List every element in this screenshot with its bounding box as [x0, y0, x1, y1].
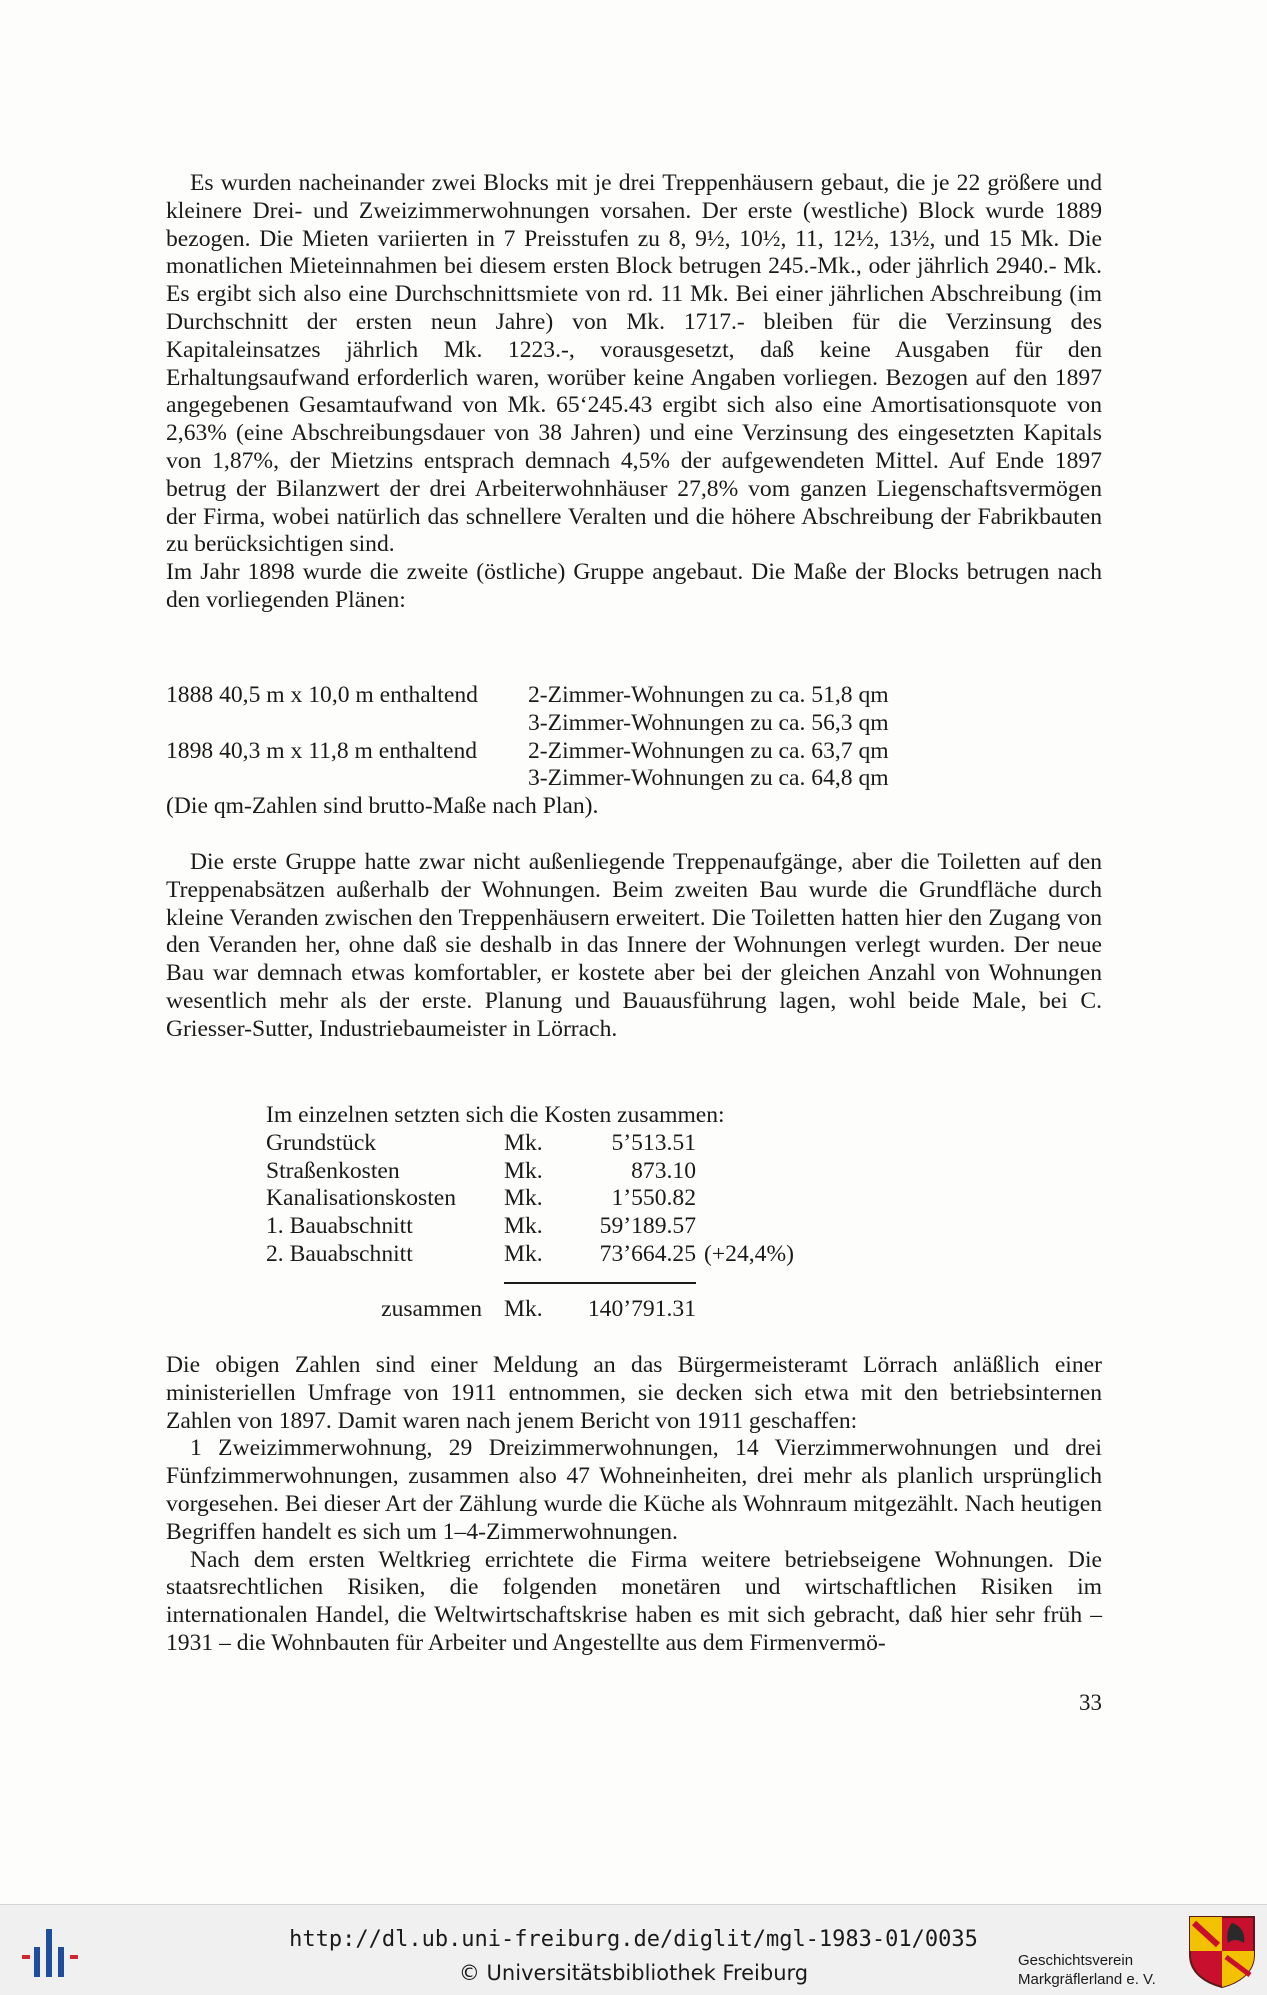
cost-label: 1. Bauabschnitt — [266, 1213, 413, 1240]
block-dimensions-list — [166, 682, 1102, 821]
cost-label: Straßenkosten — [266, 1157, 400, 1184]
cost-total-currency: Mk. — [504, 1296, 543, 1322]
dimension-apartment: 3-Zimmer-Wohnungen zu ca. 64,8 qm — [528, 765, 889, 792]
cost-total-amount: 140’791.31 — [587, 1296, 696, 1322]
dimension-apartment: 2-Zimmer-Wohnungen zu ca. 63,7 qm — [528, 737, 889, 764]
cost-increase-percent: (+24,4%) — [704, 1240, 794, 1267]
society-name — [1018, 1951, 1156, 1989]
dimension-row — [166, 738, 1102, 766]
sum-divider — [504, 1282, 696, 1284]
cost-label: Grundstück — [266, 1129, 377, 1156]
society-name-line: Geschichtsverein — [1018, 1952, 1134, 1969]
dimension-block: 1888 40,5 m x 10,0 m enthaltend — [166, 682, 478, 708]
dimension-apartment: 3-Zimmer-Wohnungen zu ca. 56,3 qm — [528, 709, 889, 736]
cost-amount: 73’664.25 — [599, 1240, 696, 1267]
coat-of-arms-icon — [1188, 1915, 1256, 1989]
dimension-note: (Die qm-Zahlen sind brutto-Maße nach Plan). — [166, 793, 599, 820]
cost-heading-text: Im einzelnen setzten sich die Kosten zusammen: — [266, 1102, 725, 1128]
cost-amount: 59’189.57 — [599, 1213, 696, 1240]
society-name-line: Markgräflerland e. V. — [1018, 1971, 1156, 1988]
cost-amount: 873.10 — [631, 1157, 696, 1184]
cost-label: Kanalisationskosten — [266, 1185, 457, 1212]
dimension-block: 1898 40,3 m x 11,8 m enthaltend — [166, 737, 478, 764]
paragraph-text: Es wurden nacheinander zwei Blocks mit je drei Treppenhäusern gebaut, die je 22 größere und kleinere Drei- und Zweizimmerwohnungen vorsahen. Der erste (westliche) Block wurde 1889 bezogen. Die Mieten variierten in 7 Preisstufen zu 8, 9½, 10½, 11, 12½, 13½, und 15 Mk. Die monatlichen Mieteinnahmen bei diesem ersten Block betrugen 245.-Mk., oder jährlich 2940.- Mk. Es ergibt sich also eine Durchschnittsmiete von rd. 11 Mk. Bei einer jährlichen Abschreibung (im Durchschnitt der ersten neun Jahre) von Mk. 1717.- bleiben für die Verzinsung des Kapitaleinsatzes jährlich Mk. 1223.-, vorausgesetzt, daß keine Ausgaben für den Erhaltungsaufwand erforderlich waren, worüber keine Angaben vorliegen. Bezogen auf den 1897 angegebenen Gesamtaufwand von Mk. 65‘245.43 ergibt sich also eine Amortisationsquote von 2,63% (eine Abschreibungsdauer von 38 Jahren) und eine Verzinsung des eingesetzten Kapitals von 1,87%, der Mietzins entsprach demnach 4,5% der aufgewendeten Mittel. Auf Ende 1897 betrug der Bilanzwert der drei Arbeiterwohnhäuser 27,8% vom ganzen Liegenschaftsvermögen der Firma, wobei natürlich das schnellere Veralten und die höhere Abschreibung der Fabrikbauten zu berücksichtigen sind. — [166, 170, 1102, 558]
paragraph-text: Im Jahr 1898 wurde die zweite (östliche) Gruppe angebaut. Die Maße der Blocks betrugen nach den vorliegenden Plänen: — [166, 559, 1102, 613]
cost-currency: Mk. — [504, 1157, 543, 1184]
permalink-url[interactable]: http://dl.ub.uni-freiburg.de/diglit/mgl-1983-01/0035 — [289, 1927, 978, 1952]
cost-amount: 1’550.82 — [611, 1185, 696, 1212]
cost-currency: Mk. — [504, 1185, 543, 1212]
paragraph-construction — [166, 849, 1102, 1044]
cost-amount: 5’513.51 — [611, 1129, 696, 1156]
paragraph-rents — [166, 170, 1102, 615]
cost-label: 2. Bauabschnitt — [266, 1240, 413, 1267]
cost-currency: Mk. — [504, 1213, 543, 1240]
dimension-row — [166, 682, 1102, 710]
paragraph-survey — [166, 1352, 1102, 1658]
cost-currency: Mk. — [504, 1240, 543, 1267]
cost-total-label: zusammen — [381, 1296, 482, 1322]
dimension-note-row — [166, 793, 1102, 821]
viewer-footer — [0, 1904, 1267, 1995]
cost-currency: Mk. — [504, 1129, 543, 1156]
dimension-apartment: 2-Zimmer-Wohnungen zu ca. 51,8 qm — [528, 682, 889, 708]
paragraph-text: 1 Zweizimmerwohnung, 29 Dreizimmerwohnungen, 14 Vierzimmerwohnungen und drei Fünfzimmerwohnungen, zusammen also 47 Wohneinheiten, drei mehr als planlich ursprünglich vorgesehen. Bei dieser Art der Zählung wurde die Küche als Wohnraum mitgezählt. Nach heutigen Begriffen handelt es sich um 1–4-Zimmerwohnungen. — [166, 1435, 1102, 1545]
dimension-row — [166, 710, 1102, 738]
dimension-row — [166, 765, 1102, 793]
paragraph-text: Nach dem ersten Weltkrieg errichtete die Firma weitere betriebseigene Wohnungen. Die staatsrechtlichen Risiken, die folgenden monetären und wirtschaftlichen Risiken im internationalen Handel, die Weltwirtschaftskrise haben es mit sich gebracht, daß hier sehr früh – 1931 – die Wohnbauten für Arbeiter und Angestellte aus dem Firmenvermö- — [166, 1546, 1102, 1656]
page-number: 33 — [1079, 1690, 1102, 1715]
paragraph-text: Die obigen Zahlen sind einer Meldung an das Bürgermeisteramt Lörrach anläßlich einer ministeriellen Umfrage von 1911 entnommen, sie decken sich etwa mit den betriebsinternen Zahlen von 1897. Damit waren nach jenem Bericht von 1911 geschaffen: — [166, 1352, 1102, 1434]
copyright-text: © Universitätsbibliothek Freiburg — [458, 1961, 809, 1985]
cost-total-row — [266, 1296, 766, 1324]
paragraph-text: Die erste Gruppe hatte zwar nicht außenliegende Treppenaufgänge, aber die Toiletten auf den Treppenabsätzen außerhalb der Wohnungen. Beim zweiten Bau wurde die Grundfläche durch kleine Veranden zwischen den Treppenhäusern erweitert. Die Toiletten hatten hier den Zugang von den Veranden her, ohne daß sie deshalb in das Innere der Wohnungen verlegt wurden. Der neue Bau war demnach etwas komfortabler, er kostete aber bei der gleichen Anzahl von Wohnungen wesentlich mehr als der erste. Planung und Bauausführung lagen, wohl beide Male, bei C. Griesser-Sutter, Industriebaumeister in Lörrach. — [166, 849, 1102, 1042]
